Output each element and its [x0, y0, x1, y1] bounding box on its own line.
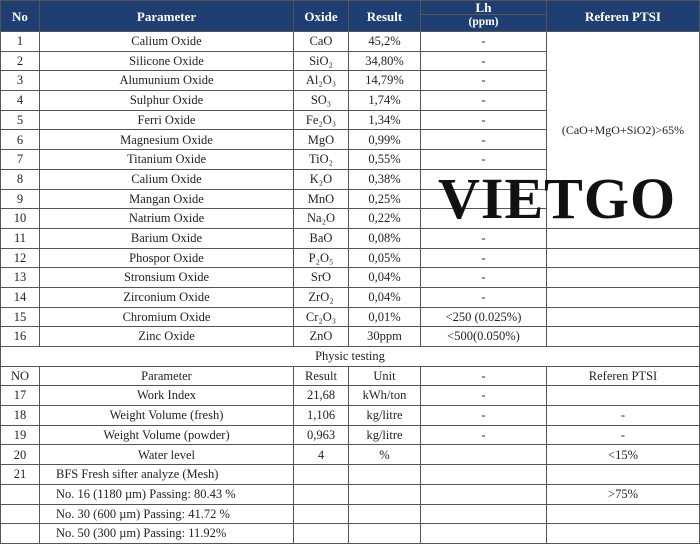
- chemical-row: [1, 307, 700, 327]
- physic-parameter: No. 50 (300 µm) Passing: 11.92%: [40, 524, 294, 544]
- physic-lh: -: [421, 425, 547, 445]
- physic-title: Physic testing: [1, 347, 700, 367]
- physic-row: [1, 504, 700, 524]
- physic-parameter: Weight Volume (fresh): [40, 406, 294, 426]
- row-oxide: Fe₂O₃: [294, 110, 349, 130]
- row-no: 1: [1, 32, 40, 52]
- physic-header-unit: Unit: [349, 366, 421, 386]
- physic-row: [1, 465, 700, 485]
- physic-unit: %: [349, 445, 421, 465]
- physic-reference: [547, 386, 700, 406]
- physic-no: 20: [1, 445, 40, 465]
- row-lh: -: [421, 248, 547, 268]
- header-no: No: [1, 1, 40, 32]
- row-parameter: Natrium Oxide: [40, 209, 294, 229]
- row-oxide: Cr₂O₃: [294, 307, 349, 327]
- row-lh: -: [421, 51, 547, 71]
- row-result: 0,99%: [349, 130, 421, 150]
- physic-result: 21,68: [294, 386, 349, 406]
- row-parameter: Ferri Oxide: [40, 110, 294, 130]
- physic-unit: kg/litre: [349, 425, 421, 445]
- physic-unit: kg/litre: [349, 406, 421, 426]
- chemical-row: [1, 287, 700, 307]
- physic-header-parameter: Parameter: [40, 366, 294, 386]
- row-lh: -: [421, 32, 547, 52]
- row-no: 3: [1, 71, 40, 91]
- row-no: 4: [1, 91, 40, 111]
- chemical-row: [1, 32, 700, 52]
- physic-result: [294, 465, 349, 485]
- physic-parameter: BFS Fresh sifter analyze (Mesh): [40, 465, 294, 485]
- row-result: 0,04%: [349, 268, 421, 288]
- row-result: 14,79%: [349, 71, 421, 91]
- row-no: 2: [1, 51, 40, 71]
- row-parameter: Barium Oxide: [40, 228, 294, 248]
- physic-parameter: No. 16 (1180 µm) Passing: 80.43 %: [40, 484, 294, 504]
- physic-reference: [547, 524, 700, 544]
- row-reference: [547, 248, 700, 268]
- physic-header-no: NO: [1, 366, 40, 386]
- physic-reference: -: [547, 425, 700, 445]
- physic-unit: [349, 524, 421, 544]
- physic-reference: -: [547, 406, 700, 426]
- physic-unit: [349, 504, 421, 524]
- row-parameter: Zirconium Oxide: [40, 287, 294, 307]
- header-ppm: (ppm): [421, 15, 547, 32]
- row-oxide: ZrO₂: [294, 287, 349, 307]
- row-result: 1,34%: [349, 110, 421, 130]
- row-no: 12: [1, 248, 40, 268]
- row-no: 10: [1, 209, 40, 229]
- physic-result: 1,106: [294, 406, 349, 426]
- physic-reference: <15%: [547, 445, 700, 465]
- row-no: 7: [1, 150, 40, 170]
- row-lh: -: [421, 268, 547, 288]
- header-referen: Referen PTSI: [547, 1, 700, 32]
- physic-parameter: Weight Volume (powder): [40, 425, 294, 445]
- row-oxide: SO₃: [294, 91, 349, 111]
- row-parameter: Mangan Oxide: [40, 189, 294, 209]
- row-oxide: SrO: [294, 268, 349, 288]
- row-parameter: Chromium Oxide: [40, 307, 294, 327]
- row-no: 11: [1, 228, 40, 248]
- chemical-row: [1, 248, 700, 268]
- row-oxide: K₂O: [294, 169, 349, 189]
- physic-row: [1, 386, 700, 406]
- physic-header-result: Result: [294, 366, 349, 386]
- row-result: 1,74%: [349, 91, 421, 111]
- row-lh: -: [421, 150, 547, 170]
- row-result: 0,55%: [349, 150, 421, 170]
- row-lh: -: [421, 91, 547, 111]
- row-no: 13: [1, 268, 40, 288]
- row-result: 0,01%: [349, 307, 421, 327]
- row-parameter: Sulphur Oxide: [40, 91, 294, 111]
- row-result: 0,04%: [349, 287, 421, 307]
- physic-row: [1, 524, 700, 544]
- row-parameter: Alumunium Oxide: [40, 71, 294, 91]
- row-reference: [547, 287, 700, 307]
- physic-lh: [421, 445, 547, 465]
- row-lh: -: [421, 130, 547, 150]
- row-oxide: ZnO: [294, 327, 349, 347]
- physic-lh: [421, 465, 547, 485]
- header-parameter: Parameter: [40, 1, 294, 32]
- physic-lh: -: [421, 386, 547, 406]
- physic-parameter: Work Index: [40, 386, 294, 406]
- row-result: 0,38%: [349, 169, 421, 189]
- chemical-row: [1, 327, 700, 347]
- row-parameter: Calium Oxide: [40, 32, 294, 52]
- vietgo-watermark: VIETGO: [438, 166, 677, 231]
- physic-no: 18: [1, 406, 40, 426]
- physic-no: [1, 524, 40, 544]
- row-lh: -: [421, 228, 547, 248]
- row-oxide: BaO: [294, 228, 349, 248]
- row-parameter: Phospor Oxide: [40, 248, 294, 268]
- physic-row: [1, 406, 700, 426]
- row-result: 45,2%: [349, 32, 421, 52]
- physic-header-referen: Referen PTSI: [547, 366, 700, 386]
- row-oxide: SiO₂: [294, 51, 349, 71]
- row-reference: [547, 327, 700, 347]
- physic-no: 17: [1, 386, 40, 406]
- chemical-row: [1, 268, 700, 288]
- row-result: 30ppm: [349, 327, 421, 347]
- row-lh: <250 (0.025%): [421, 307, 547, 327]
- row-result: 0,05%: [349, 248, 421, 268]
- row-result: 0,22%: [349, 209, 421, 229]
- physic-no: [1, 484, 40, 504]
- row-parameter: Zinc Oxide: [40, 327, 294, 347]
- row-parameter: Stronsium Oxide: [40, 268, 294, 288]
- physic-unit: [349, 484, 421, 504]
- row-lh: -: [421, 110, 547, 130]
- row-lh: -: [421, 287, 547, 307]
- physic-header-lh: -: [421, 366, 547, 386]
- physic-unit: [349, 465, 421, 485]
- row-oxide: TiO₂: [294, 150, 349, 170]
- physic-result: 4: [294, 445, 349, 465]
- physic-lh: [421, 524, 547, 544]
- header-row: [1, 1, 700, 15]
- row-lh: <500(0.050%): [421, 327, 547, 347]
- row-result: 0,08%: [349, 228, 421, 248]
- row-parameter: Magnesium Oxide: [40, 130, 294, 150]
- row-no: 14: [1, 287, 40, 307]
- header-oxide: Oxide: [294, 1, 349, 32]
- row-reference: [547, 228, 700, 248]
- row-reference: [547, 307, 700, 327]
- row-oxide: Al₂O₃: [294, 71, 349, 91]
- physic-parameter: Water level: [40, 445, 294, 465]
- physic-row: [1, 445, 700, 465]
- row-result: 34,80%: [349, 51, 421, 71]
- physic-no: 21: [1, 465, 40, 485]
- physic-title-row: [1, 347, 700, 367]
- row-no: 8: [1, 169, 40, 189]
- physic-lh: -: [421, 406, 547, 426]
- row-no: 9: [1, 189, 40, 209]
- header-result: Result: [349, 1, 421, 32]
- row-no: 16: [1, 327, 40, 347]
- physic-row: [1, 425, 700, 445]
- physic-result: [294, 524, 349, 544]
- row-no: 6: [1, 130, 40, 150]
- row-oxide: MgO: [294, 130, 349, 150]
- physic-result: [294, 504, 349, 524]
- physic-reference: >75%: [547, 484, 700, 504]
- physic-result: [294, 484, 349, 504]
- row-oxide: Na₂O: [294, 209, 349, 229]
- physic-lh: [421, 504, 547, 524]
- physic-row: [1, 484, 700, 504]
- row-no: 15: [1, 307, 40, 327]
- row-reference: [547, 268, 700, 288]
- physic-header-row: [1, 366, 700, 386]
- physic-reference: [547, 504, 700, 524]
- chemical-reference: (CaO+MgO+SiO2)>65%: [547, 32, 700, 229]
- row-lh: -: [421, 71, 547, 91]
- physic-lh: [421, 484, 547, 504]
- physic-no: [1, 504, 40, 524]
- physic-unit: kWh/ton: [349, 386, 421, 406]
- physic-result: 0,963: [294, 425, 349, 445]
- header-lh: Lh: [421, 1, 547, 15]
- row-oxide: MnO: [294, 189, 349, 209]
- row-oxide: P₂O₅: [294, 248, 349, 268]
- row-result: 0,25%: [349, 189, 421, 209]
- row-parameter: Titanium Oxide: [40, 150, 294, 170]
- chemical-row: [1, 228, 700, 248]
- physic-no: 19: [1, 425, 40, 445]
- physic-parameter: No. 30 (600 µm) Passing: 41.72 %: [40, 504, 294, 524]
- row-no: 5: [1, 110, 40, 130]
- row-oxide: CaO: [294, 32, 349, 52]
- row-parameter: Silicone Oxide: [40, 51, 294, 71]
- physic-reference: [547, 465, 700, 485]
- row-parameter: Calium Oxide: [40, 169, 294, 189]
